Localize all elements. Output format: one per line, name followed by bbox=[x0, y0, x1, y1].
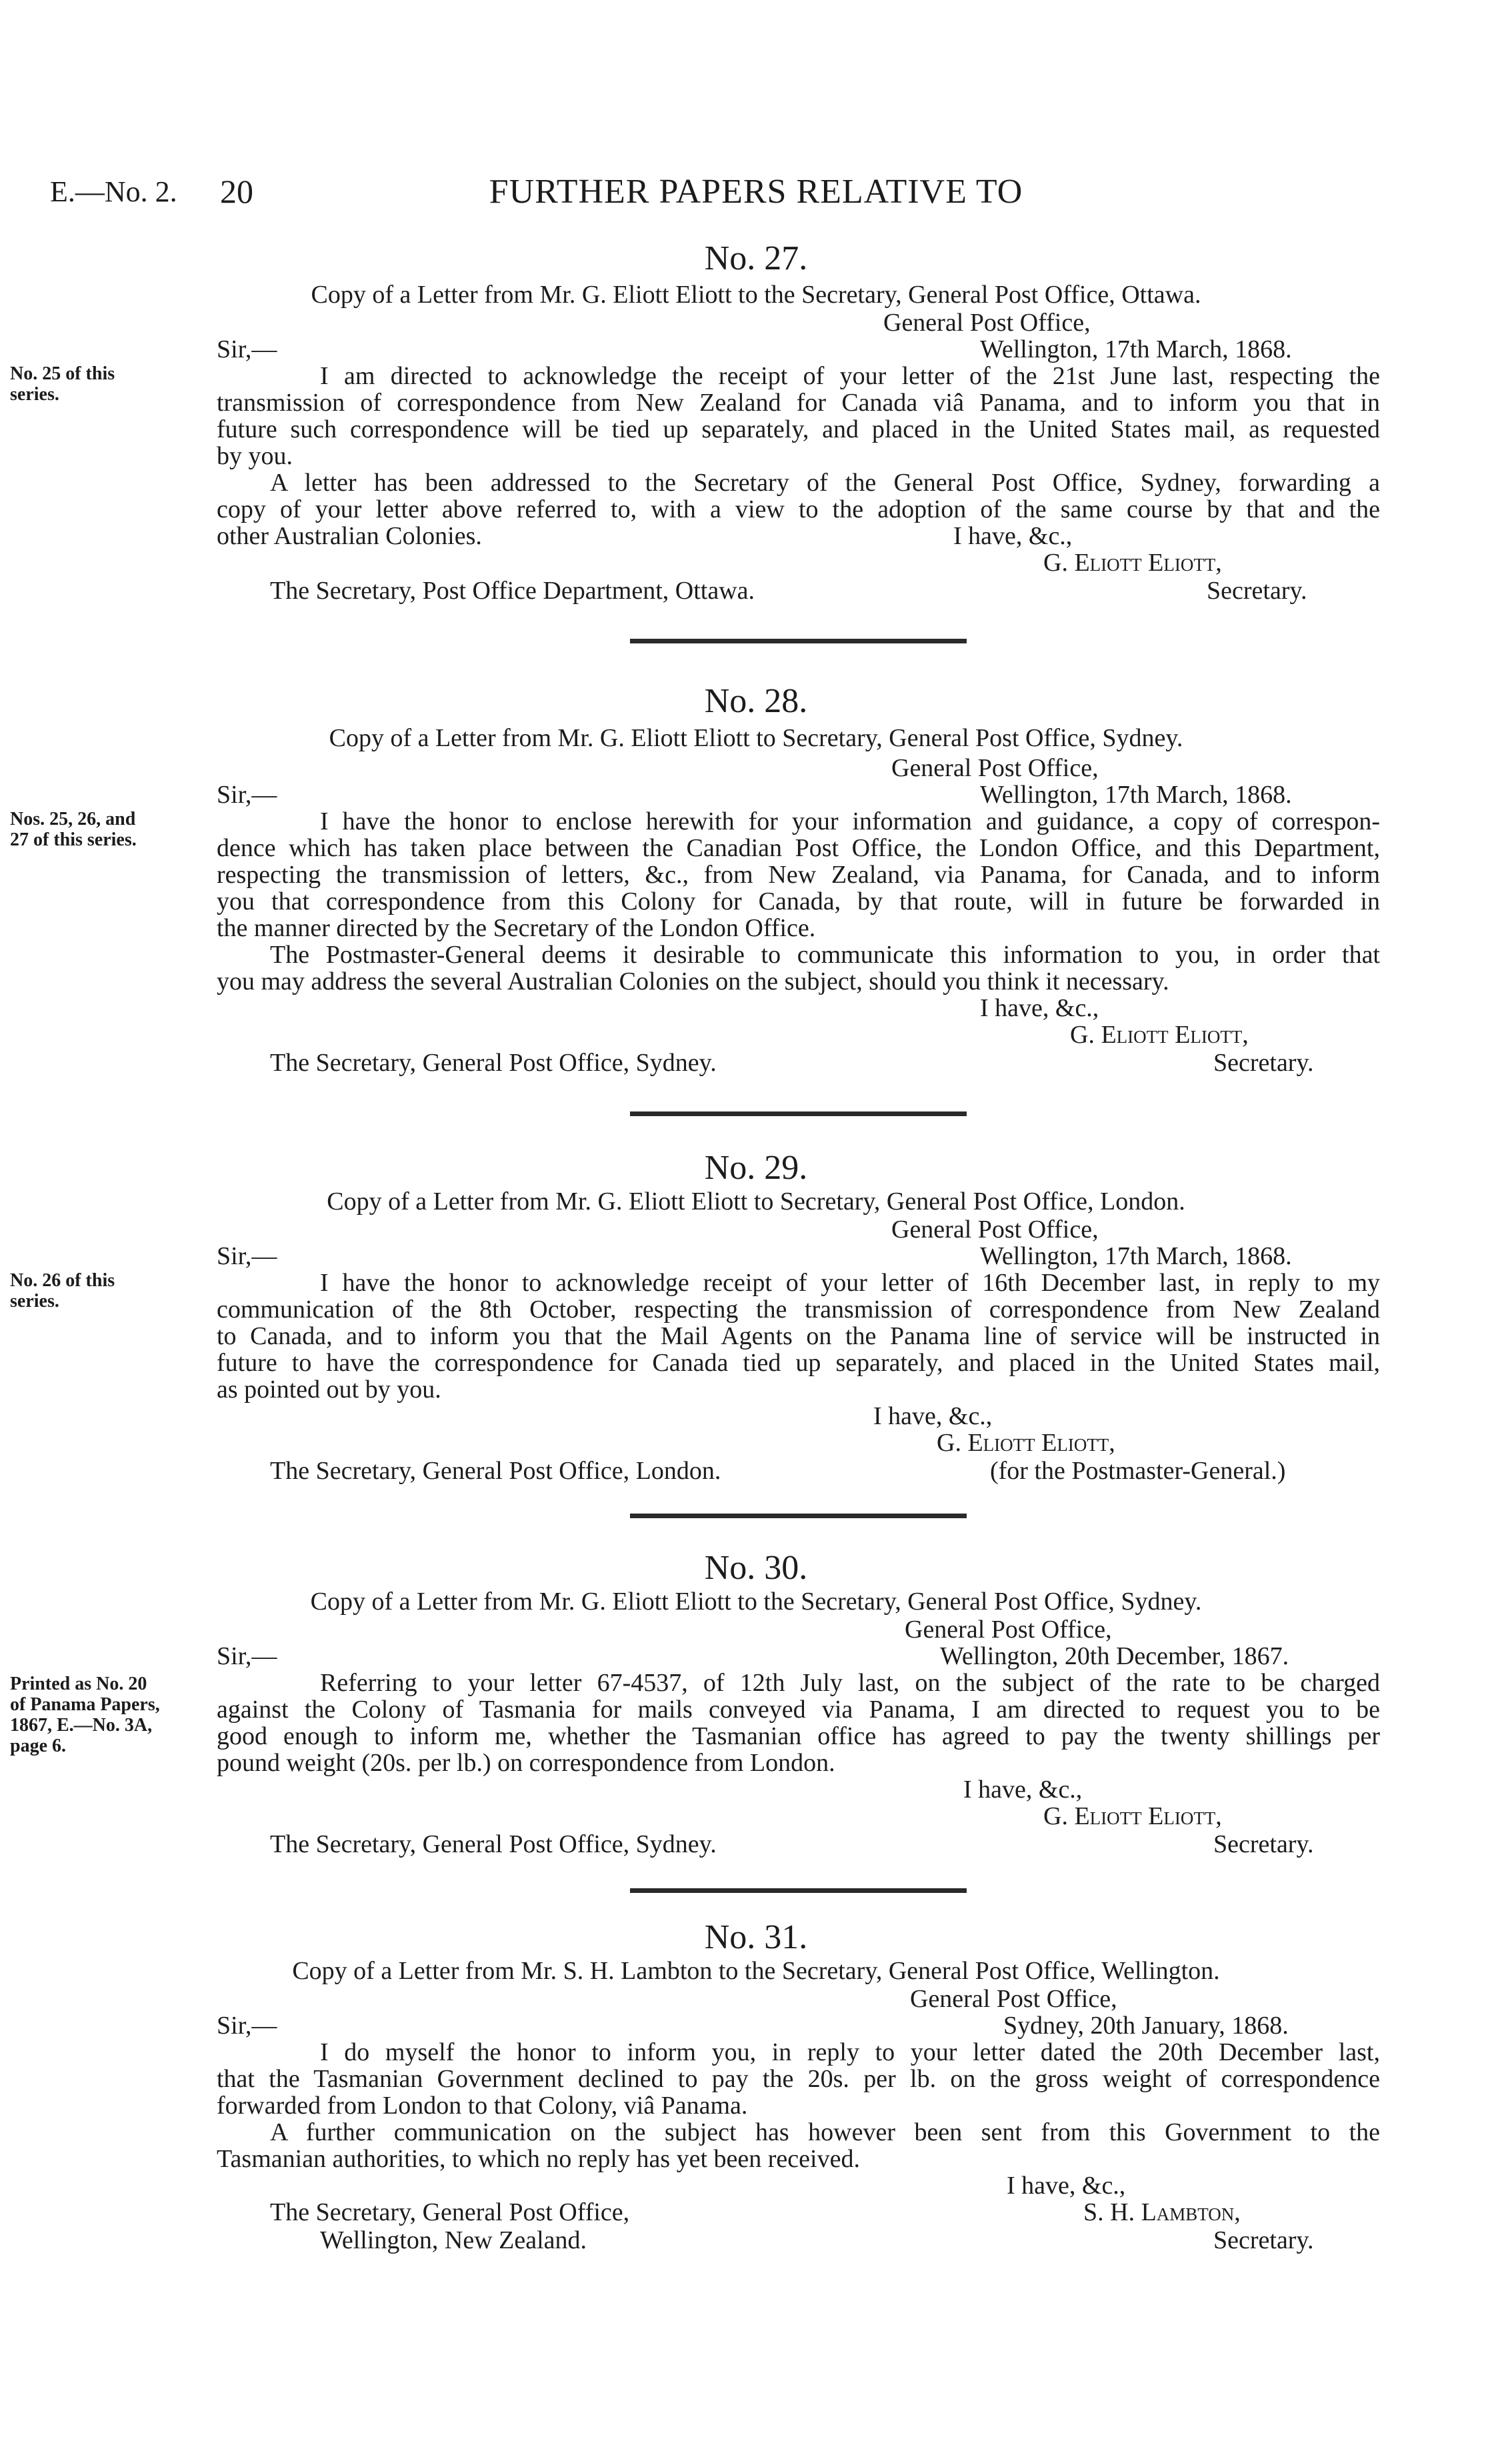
salutation: Sir,— bbox=[217, 1242, 277, 1270]
margin-note-line: Nos. 25, 26, and bbox=[10, 809, 136, 829]
letter-number: No. 29. bbox=[704, 1149, 808, 1187]
body-line: copy of your letter above referred to, with a view to the adoption of the same course by that and the bbox=[217, 495, 1380, 523]
place-line-2: Wellington, 20th December, 1867. bbox=[940, 1642, 1289, 1670]
separator-rule bbox=[630, 1888, 967, 1893]
body-line: future to have the correspondence for Canada tied up separately, and placed in the United States mail, bbox=[217, 1349, 1380, 1377]
separator-rule bbox=[630, 639, 967, 643]
salutation: Sir,— bbox=[217, 2012, 277, 2040]
margin-note-line: 1867, E.—No. 3A, bbox=[10, 1715, 153, 1736]
signature: G. Eliott Eliott, bbox=[1043, 549, 1222, 577]
letter-number: No. 28. bbox=[704, 682, 808, 720]
body-line: you may address the several Australian Colonies on the subject, should you think it necessary. bbox=[217, 967, 1169, 995]
letter-number: No. 27. bbox=[704, 239, 808, 277]
margin-note-line: No. 26 of this bbox=[10, 1270, 115, 1291]
margin-note-line: of Panama Papers, bbox=[10, 1694, 160, 1715]
letter-caption: Copy of a Letter from Mr. G. Eliott Eliott to the Secretary, General Post Office, Sydney. bbox=[310, 1588, 1202, 1616]
body-line: I have the honor to acknowledge receipt of your letter of 16th December last, in reply to my bbox=[320, 1269, 1380, 1297]
body-line: A letter has been addressed to the Secretary of the General Post Office, Sydney, forwarding a bbox=[270, 469, 1380, 497]
page-number: 20 bbox=[220, 173, 253, 210]
place-line-1: General Post Office, bbox=[910, 1985, 1117, 2013]
signer-title: Secretary. bbox=[1207, 577, 1307, 605]
margin-note-line: No. 25 of this bbox=[10, 363, 115, 384]
body-line: Tasmanian authorities, to which no reply has yet been received. bbox=[217, 2145, 860, 2173]
letter-caption: Copy of a Letter from Mr. G. Eliott Eliott to Secretary, General Post Office, London. bbox=[327, 1187, 1185, 1215]
margin-note-line: page 6. bbox=[10, 1736, 66, 1756]
signer-title: Secretary. bbox=[1213, 2226, 1314, 2254]
place-line-1: General Post Office, bbox=[905, 1616, 1112, 1644]
place-line-2: Wellington, 17th March, 1868. bbox=[980, 335, 1292, 363]
signer-title: (for the Postmaster-General.) bbox=[990, 1457, 1286, 1485]
margin-note bbox=[10, 1270, 115, 1312]
signature: G. Eliott Eliott, bbox=[937, 1429, 1115, 1457]
body-line: future such correspondence will be tied up separately, and placed in the United States mail, as requested bbox=[217, 415, 1380, 443]
margin-note bbox=[10, 1674, 160, 1756]
letter-number: No. 31. bbox=[704, 1918, 808, 1956]
body-line: pound weight (20s. per lb.) on correspondence from London. bbox=[217, 1749, 835, 1777]
margin-note-line: series. bbox=[10, 384, 59, 405]
document-reference: E.—No. 2. bbox=[50, 175, 177, 208]
body-line: respecting the transmission of letters, &c., from New Zealand, via Panama, for Canada, and to inform bbox=[217, 861, 1380, 889]
place-line-1: General Post Office, bbox=[883, 309, 1091, 337]
addressee-line: The Secretary, General Post Office, London. bbox=[270, 1457, 721, 1485]
closing: I have, &c., bbox=[873, 1402, 993, 1430]
body-line: good enough to inform me, whether the Tasmanian office has agreed to pay the twenty shillings per bbox=[217, 1722, 1380, 1750]
body-line: dence which has taken place between the Canadian Post Office, the London Office, and this Department, bbox=[217, 834, 1380, 862]
signer-title: Secretary. bbox=[1213, 1830, 1314, 1858]
margin-note-line: 27 of this series. bbox=[10, 829, 137, 850]
margin-note bbox=[10, 363, 115, 405]
body-line: the manner directed by the Secretary of the London Office. bbox=[217, 914, 816, 942]
body-line: communication of the 8th October, respecting the transmission of correspondence from New Zealand bbox=[217, 1296, 1380, 1324]
signature: G. Eliott Eliott, bbox=[1043, 1802, 1222, 1830]
addressee-line: The Secretary, General Post Office, Sydney. bbox=[270, 1830, 717, 1858]
margin-note-line: Printed as No. 20 bbox=[10, 1674, 147, 1694]
letter-number: No. 30. bbox=[704, 1549, 808, 1587]
place-line-2: Wellington, 17th March, 1868. bbox=[980, 781, 1292, 809]
body-line: as pointed out by you. bbox=[217, 1376, 441, 1404]
separator-rule bbox=[630, 1111, 967, 1116]
place-line-1: General Post Office, bbox=[891, 1215, 1099, 1244]
body-line: Referring to your letter 67-4537, of 12th July last, on the subject of the rate to be charged bbox=[320, 1669, 1380, 1697]
closing: I have, &c., bbox=[980, 994, 1099, 1022]
body-line: I am directed to acknowledge the receipt of your letter of the 21st June last, respecting the bbox=[320, 362, 1380, 390]
signature: G. Eliott Eliott, bbox=[1070, 1021, 1249, 1049]
signer-title: Secretary. bbox=[1213, 1049, 1314, 1077]
place-line-1: General Post Office, bbox=[891, 754, 1099, 782]
body-line: The Postmaster-General deems it desirable to communicate this information to you, in order that bbox=[270, 941, 1380, 969]
signature: S. H. Lambton, bbox=[1083, 2198, 1241, 2226]
addressee-line: The Secretary, General Post Office, Sydney. bbox=[270, 1049, 717, 1077]
addressee-line: Wellington, New Zealand. bbox=[320, 2226, 587, 2254]
addressee-line: The Secretary, Post Office Department, Ottawa. bbox=[270, 577, 755, 605]
body-line: A further communication on the subject has however been sent from this Government to the bbox=[270, 2118, 1380, 2146]
place-line-2: Sydney, 20th January, 1868. bbox=[1003, 2012, 1289, 2040]
body-line: against the Colony of Tasmania for mails conveyed via Panama, I am directed to request you to be bbox=[217, 1696, 1380, 1724]
body-line: by you. bbox=[217, 442, 293, 470]
body-line: you that correspondence from this Colony for Canada, by that route, will in future be forwarded in bbox=[217, 887, 1380, 915]
separator-rule bbox=[630, 1514, 967, 1518]
addressee-line: The Secretary, General Post Office, bbox=[270, 2198, 630, 2226]
salutation: Sir,— bbox=[217, 335, 277, 363]
body-line: I do myself the honor to inform you, in reply to your letter dated the 20th December last, bbox=[320, 2038, 1380, 2066]
salutation: Sir,— bbox=[217, 1642, 277, 1670]
margin-note bbox=[10, 809, 137, 850]
closing: I have, &c., bbox=[953, 522, 1073, 550]
body-line: other Australian Colonies. bbox=[217, 522, 482, 550]
body-line: I have the honor to enclose herewith for your information and guidance, a copy of correspon- bbox=[320, 807, 1380, 835]
letter-caption: Copy of a Letter from Mr. S. H. Lambton to the Secretary, General Post Office, Wellington. bbox=[292, 1957, 1220, 1985]
margin-note-line: series. bbox=[10, 1291, 59, 1312]
closing: I have, &c., bbox=[963, 1776, 1083, 1804]
body-line: transmission of correspondence from New Zealand for Canada viâ Panama, and to inform you that in bbox=[217, 389, 1380, 417]
place-line-2: Wellington, 17th March, 1868. bbox=[980, 1242, 1292, 1270]
body-line: forwarded from London to that Colony, viâ Panama. bbox=[217, 2092, 748, 2120]
salutation: Sir,— bbox=[217, 781, 277, 809]
running-title: FURTHER PAPERS RELATIVE TO bbox=[489, 173, 1023, 211]
body-line: to Canada, and to inform you that the Mail Agents on the Panama line of service will be instructed in bbox=[217, 1322, 1380, 1350]
closing: I have, &c., bbox=[1007, 2172, 1126, 2200]
letter-caption: Copy of a Letter from Mr. G. Eliott Eliott to the Secretary, General Post Office, Ottawa. bbox=[311, 281, 1201, 309]
body-line: that the Tasmanian Government declined to pay the 20s. per lb. on the gross weight of correspondence bbox=[217, 2065, 1380, 2093]
letter-caption: Copy of a Letter from Mr. G. Eliott Eliott to Secretary, General Post Office, Sydney. bbox=[329, 724, 1183, 752]
